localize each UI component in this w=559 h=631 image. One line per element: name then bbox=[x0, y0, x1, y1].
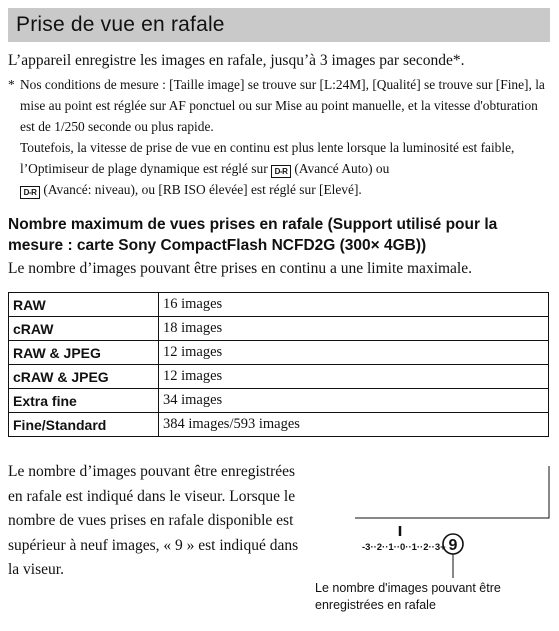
viewfinder-frame bbox=[355, 466, 549, 518]
viewfinder-caption: Le nombre d'images pouvant être enregistrées en rafale bbox=[315, 581, 501, 612]
table-row bbox=[9, 341, 549, 365]
dro-auto-icon: D-R bbox=[271, 165, 291, 178]
footnote-line-2 bbox=[20, 137, 546, 200]
page-title: Prise de vue en rafale bbox=[16, 13, 225, 36]
count-cell: 16 images bbox=[159, 293, 549, 317]
section-heading: Nombre maximum de vues prises en rafale (Support utilisé pour la mesure : carte Sony CompactFlash NCFD2G (300× 4GB)) bbox=[8, 216, 498, 254]
table-row bbox=[9, 413, 549, 437]
count-cell: 18 images bbox=[159, 317, 549, 341]
footnote bbox=[8, 74, 546, 200]
count-cell: 12 images bbox=[159, 365, 549, 389]
footnote-line-2c: (Avancé: niveau), ou [RB ISO élevée] est réglé sur [Elevé]. bbox=[43, 182, 362, 197]
format-cell: RAW bbox=[9, 293, 159, 317]
footnote-line-2b: (Avancé Auto) ou bbox=[294, 161, 390, 176]
format-cell: cRAW & JPEG bbox=[9, 365, 159, 389]
body-paragraph: Le nombre d’images pouvant être enregistrées en rafale est indiqué dans le viseur. Lorsque le nombre de vues prises en rafale disponible est supérieur à neuf images, « 9 » est indiqué dans la viseur. bbox=[8, 463, 299, 578]
count-cell: 34 images bbox=[159, 389, 549, 413]
table-row bbox=[9, 293, 549, 317]
section-banner bbox=[8, 8, 550, 42]
footnote-marker: * bbox=[8, 77, 15, 92]
burst-table bbox=[8, 292, 549, 437]
table-row bbox=[9, 389, 549, 413]
dro-level-icon: D-R bbox=[20, 186, 40, 199]
format-cell: cRAW bbox=[9, 317, 159, 341]
format-cell: Extra fine bbox=[9, 389, 159, 413]
table-row bbox=[9, 365, 549, 389]
format-cell: RAW & JPEG bbox=[9, 341, 159, 365]
format-cell: Fine/Standard bbox=[9, 413, 159, 437]
count-cell: 12 images bbox=[159, 341, 549, 365]
table-row bbox=[9, 317, 549, 341]
section-subtext: Le nombre d’images pouvant être prises en continu a une limite maximale. bbox=[8, 260, 472, 277]
footnote-line-1: Nos conditions de mesure : [Taille image] se trouve sur [L:24M], [Qualité] se trouve sur [Fine], la mise au point est réglée sur AF ponctuel ou sur Mise au point manuelle, et la vitesse d'obturation est de 1/250 seconde ou plus rapide. bbox=[20, 77, 545, 134]
exposure-scale: -3··2··1··0··1··2··3+ bbox=[362, 542, 446, 553]
burst-counter: 9 bbox=[448, 537, 458, 554]
intro-text: L’appareil enregistre les images en rafale, jusqu’à 3 images par seconde*. bbox=[8, 52, 465, 69]
footnote-line-2a: Toutefois, la vitesse de prise de vue en continu est plus lente lorsque la luminosité est faible, l’Optimiseur de plage dynamique est réglé sur bbox=[20, 140, 515, 176]
count-cell: 384 images/593 images bbox=[159, 413, 549, 437]
